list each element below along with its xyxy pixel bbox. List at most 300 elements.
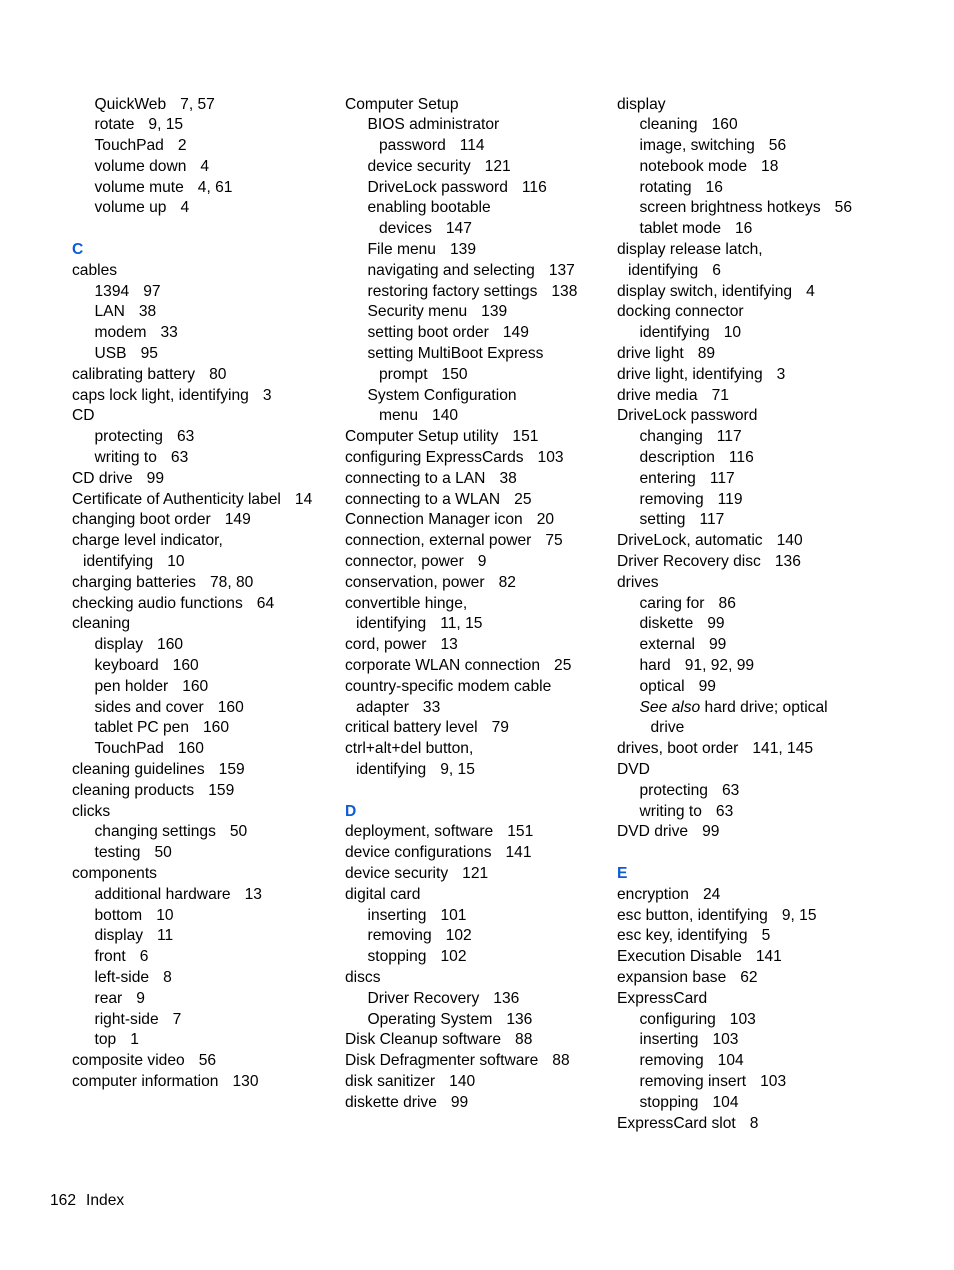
index-term: Driver Recovery disc [617,553,761,571]
page-reference[interactable]: 5 [761,927,771,945]
page-reference[interactable]: 4 [200,157,210,175]
page-reference[interactable]: 9, 15 [440,761,475,778]
index-term: inserting [367,906,427,924]
index-term: enabling bootable [367,199,491,217]
index-term: calibrating battery [72,365,196,383]
index-term: tablet mode [639,220,721,238]
index-term: testing [94,844,141,862]
page-reference[interactable]: 13 [244,885,262,903]
index-term: cleaning products [72,781,195,799]
index-entry [72,510,342,531]
page-reference[interactable]: 4 [806,282,815,300]
index-term: display [617,95,666,113]
index-term: drive light [617,345,684,363]
page-reference[interactable]: 139 [449,241,476,259]
page-reference[interactable]: 139 [481,303,508,321]
page-reference[interactable]: 151 [507,823,534,841]
index-term: drive media [617,386,698,404]
index-term: QuickWeb [94,95,167,113]
page-reference[interactable]: 63 [176,428,195,446]
index-term: USB [94,345,127,363]
index-entry [72,344,342,365]
index-entry [617,510,917,531]
page-reference[interactable]: 9 [477,553,487,571]
index-entry [617,677,917,698]
index-entry [72,781,342,802]
index-term: writing to [94,449,157,467]
page-reference[interactable]: 103 [712,1031,739,1049]
page-reference[interactable]: 56 [198,1052,217,1070]
index-term: navigating and selecting [367,261,535,279]
page-reference[interactable]: 136 [774,553,801,571]
index-term: optical [639,677,685,695]
page-reference[interactable]: 160 [172,657,199,675]
page-reference[interactable]: 141, 145 [752,740,814,758]
index-term: connector, power [345,553,464,571]
index-entry [617,136,917,157]
index-entry [345,635,615,656]
page-reference[interactable]: 86 [718,594,736,612]
index-term: pen holder [94,677,169,695]
index-term: writing to [639,802,702,820]
index-entry [72,573,342,594]
page-reference[interactable]: 63 [715,802,734,820]
index-entry [617,1030,917,1051]
index-entry [72,406,342,427]
index-entry [345,1030,615,1051]
page-reference[interactable]: 149 [502,324,529,342]
page-reference[interactable]: 63 [721,781,740,799]
index-term: image, switching [639,137,755,155]
page-reference[interactable]: 80 [209,365,227,383]
page-reference[interactable]: 20 [536,511,555,529]
index-term: top [94,1031,117,1049]
page-reference[interactable]: 136 [493,989,520,1007]
index-term: deployment, software [345,823,494,841]
page-reference[interactable]: 11, 15 [440,615,483,633]
page-reference[interactable]: 99 [698,677,716,695]
index-entry [617,261,917,282]
page-reference[interactable]: 138 [551,282,578,300]
index-term: ctrl+alt+del button, [345,740,474,758]
page-reference[interactable]: 82 [498,573,516,591]
index-term: Execution Disable [617,948,742,966]
page-reference[interactable]: 38 [499,469,517,487]
index-term: device security [345,864,449,882]
page-reference[interactable]: 4, 61 [197,178,233,196]
page-reference[interactable]: 3 [262,386,272,404]
page-reference[interactable]: 114 [459,137,485,155]
page-reference[interactable]: 9, 15 [781,906,817,924]
index-entry [617,573,917,594]
index-entry [345,531,615,552]
page-reference[interactable]: 89 [697,345,716,363]
index-term: CD [72,407,95,425]
page-reference[interactable]: 38 [138,303,157,321]
index-term: corporate WLAN connection [345,657,541,675]
index-entry [345,739,615,760]
page-reference[interactable]: 147 [445,220,472,238]
index-entry [345,406,615,427]
index-term: Computer Setup utility [345,428,499,446]
index-entry [345,906,615,927]
index-term: connecting to a WLAN [345,490,501,508]
index-term: country-specific modem cable [345,677,552,695]
page-reference[interactable]: 117 [699,511,725,529]
index-term: encryption [617,885,689,903]
page-reference[interactable]: 1 [130,1031,139,1049]
index-entry [345,323,615,344]
index-entry [72,178,342,199]
page-reference[interactable]: 9 [136,989,145,1007]
page-reference[interactable]: 121 [462,864,489,882]
section-spacer [345,781,615,802]
page-reference[interactable]: 151 [512,428,539,446]
page-reference[interactable]: 149 [224,511,251,529]
page-reference[interactable]: 8 [163,968,172,986]
page-reference[interactable]: 101 [440,906,467,924]
index-term: System Configuration [367,386,517,404]
page-reference[interactable]: 56 [834,199,853,217]
page-reference[interactable]: 136 [506,1010,533,1028]
index-entry [345,386,615,407]
page-reference[interactable]: 7, 57 [180,95,215,113]
page-reference[interactable]: 25 [554,657,572,675]
index-entry [617,115,917,136]
index-entry [72,1072,342,1093]
index-term: keyboard [94,657,159,675]
index-term: identifying [356,615,427,633]
page-reference[interactable]: 50 [154,844,172,862]
page-reference[interactable]: 159 [208,781,235,799]
index-entry [72,760,342,781]
index-term: connecting to a LAN [345,469,486,487]
page-reference[interactable]: 102 [440,948,467,966]
page-reference[interactable]: 141 [755,948,782,966]
index-entry [72,718,342,739]
page-reference[interactable]: 75 [545,532,563,550]
index-term: ExpressCard [617,989,708,1007]
index-term: connection, external power [345,532,532,550]
index-term: removing [367,927,432,945]
index-term: charge level indicator, [72,532,223,550]
index-term: modem [94,324,147,342]
index-term: changing settings [94,823,216,841]
index-entry [617,968,917,989]
index-entry [617,386,917,407]
page-reference[interactable]: 160 [177,740,204,758]
index-term: Disk Cleanup software [345,1031,502,1049]
page-reference[interactable]: 88 [552,1052,570,1070]
index-term: additional hardware [94,885,231,903]
index-term: DriveLock password [617,407,758,425]
page-reference[interactable]: 140 [432,407,459,425]
page-reference[interactable]: 99 [708,636,727,654]
index-entry [617,344,917,365]
page-reference[interactable]: 91, 92, 99 [684,657,755,675]
page-reference[interactable]: 99 [146,469,165,487]
index-term: setting boot order [367,324,489,342]
index-entry [345,947,615,968]
page-reference[interactable]: 33 [422,698,441,716]
page-reference[interactable]: 11 [157,927,174,945]
page-reference[interactable]: 130 [232,1072,259,1090]
index-column-2 [345,95,615,1114]
index-entry [617,323,917,344]
page-reference[interactable]: 103 [729,1010,756,1028]
index-term: Disk Defragmenter software [345,1052,539,1070]
index-term: DVD drive [617,823,689,841]
index-term: TouchPad [94,740,164,758]
index-entry [72,490,342,511]
page-reference[interactable]: 88 [515,1031,533,1049]
index-entry [345,261,615,282]
index-term: description [639,449,715,467]
index-entry [617,906,917,927]
index-term: Driver Recovery [367,989,480,1007]
page-reference[interactable]: 140 [449,1072,476,1090]
page-reference[interactable]: 10 [167,553,185,571]
index-entry [345,885,615,906]
index-entry [617,698,917,719]
page-reference[interactable]: 7 [172,1010,182,1028]
index-letter-heading: C [72,241,84,259]
index-term: DriveLock password [367,178,508,196]
index-entry [617,885,917,906]
index-entry [617,157,917,178]
index-entry [617,1010,917,1031]
index-entry [345,1051,615,1072]
index-entry [617,656,917,677]
page-reference[interactable]: 141 [505,844,532,862]
page-reference[interactable]: 117 [709,469,735,487]
page-reference[interactable]: 160 [182,677,209,695]
page-reference[interactable]: 78, 80 [209,573,254,591]
index-entry [72,448,342,469]
index-term: Connection Manager icon [345,511,523,529]
index-term: 1394 [94,282,130,300]
index-entry [617,635,917,656]
index-entry [72,843,342,864]
index-term: sides and cover [94,698,204,716]
page-reference[interactable]: 6 [712,261,721,279]
page-reference[interactable]: 140 [776,532,803,550]
page-reference[interactable]: 121 [484,157,511,175]
index-term: Security menu [367,303,468,321]
index-term: notebook mode [639,157,748,175]
index-term: protecting [639,781,708,799]
index-entry [345,282,615,303]
index-term: diskette [639,615,694,633]
page-reference[interactable]: 16 [735,220,753,238]
page-reference[interactable]: 9, 15 [148,116,184,134]
page-reference[interactable]: 102 [445,927,472,945]
index-term: docking connector [617,303,744,321]
page-reference[interactable]: 150 [441,365,468,383]
index-term: expansion base [617,968,727,986]
page-reference[interactable]: 117 [716,428,742,446]
index-entry [72,594,342,615]
index-term: prompt [379,365,428,383]
page-reference[interactable]: 160 [711,116,738,134]
page-reference[interactable]: 104 [712,1093,739,1111]
index-term: removing [639,1052,704,1070]
page-reference[interactable]: 6 [139,948,149,966]
index-entry [617,614,917,635]
see-also-label: See also [639,698,701,716]
index-term: hard [639,657,671,675]
page-reference[interactable]: 99 [450,1093,469,1111]
index-term: cleaning [72,615,131,633]
page-reference[interactable]: 50 [229,823,248,841]
page-reference[interactable]: 116 [521,178,547,196]
index-term: device security [367,157,471,175]
index-entry [617,1093,917,1114]
index-term: menu [379,407,419,425]
index-term: configuring ExpressCards [345,449,524,467]
index-term: entering [639,469,696,487]
page-reference[interactable]: 119 [717,490,743,508]
page-reference[interactable]: 25 [514,490,532,508]
page-reference[interactable]: 99 [702,823,720,841]
index-entry [72,302,342,323]
index-entry [345,1010,615,1031]
page-reference[interactable]: 64 [256,594,275,612]
index-term: DriveLock, automatic [617,532,763,550]
index-term: cord, power [345,636,427,654]
index-entry [72,386,342,407]
index-term: computer information [72,1072,219,1090]
page-reference[interactable]: 63 [170,449,189,467]
page-reference[interactable]: 103 [537,449,564,467]
page-reference[interactable]: 10 [156,906,174,924]
index-entry [345,656,615,677]
page-reference[interactable]: 116 [728,449,754,467]
page-number: 162 [50,1192,77,1209]
page-reference[interactable]: 8 [749,1114,759,1132]
index-entry [345,614,615,635]
page-reference[interactable]: 160 [203,719,230,737]
page-reference[interactable]: 104 [717,1052,744,1070]
index-term: cables [72,261,118,279]
index-term: display release latch, [617,241,763,259]
index-term: Certificate of Authenticity label [72,490,281,508]
page-reference[interactable]: 3 [776,365,786,383]
index-term: Computer Setup [345,95,459,113]
page-reference[interactable]: 95 [140,345,158,363]
index-term: right-side [94,1010,159,1028]
index-entry [345,594,615,615]
index-term: display [94,636,144,654]
index-term: identifying [639,324,710,342]
index-entry [617,781,917,802]
page-reference[interactable]: 159 [218,761,245,778]
page-reference[interactable]: 33 [160,324,178,342]
page-reference[interactable]: 24 [702,885,721,903]
index-term: CD drive [72,469,133,487]
page-reference[interactable]: 137 [548,261,575,279]
index-term: restoring factory settings [367,282,538,300]
index-entry [617,365,917,386]
index-entry [72,157,342,178]
index-term: devices [379,220,432,238]
page-reference[interactable]: 18 [761,157,779,175]
index-entry [72,531,342,552]
index-entry [72,677,342,698]
index-term: adapter [356,698,409,716]
index-term: drive [650,719,685,737]
page-reference[interactable]: 16 [705,178,723,196]
page-reference[interactable]: 13 [440,636,458,654]
page-reference[interactable]: 103 [760,1072,787,1090]
index-entry [345,926,615,947]
index-entry [345,136,615,157]
index-entry [345,677,615,698]
index-term: cleaning [639,116,698,134]
index-term: checking audio functions [72,594,243,612]
index-entry [345,573,615,594]
index-term: components [72,864,157,882]
page-reference[interactable]: 10 [723,324,742,342]
index-entry [72,656,342,677]
index-entry [345,178,615,199]
index-term: identifying [83,553,154,571]
page-reference[interactable]: 62 [740,968,758,986]
index-entry [617,282,917,303]
page-footer [50,1191,124,1211]
index-entry [345,115,615,136]
index-entry [617,552,917,573]
index-term: esc button, identifying [617,906,768,924]
page-reference[interactable]: 71 [711,386,729,404]
index-entry [345,427,615,448]
page-reference[interactable]: 14 [294,490,313,508]
index-entry [72,947,342,968]
index-entry [72,926,342,947]
index-term: caps lock light, identifying [72,386,249,404]
index-letter-heading: E [617,864,628,882]
index-term: clicks [72,802,111,820]
footer-section-title: Index [86,1192,125,1209]
index-term: diskette drive [345,1093,437,1111]
index-entry [617,718,917,739]
page-reference[interactable]: 4 [180,199,190,217]
index-entry [72,822,342,843]
index-term: volume up [94,199,167,217]
index-entry [72,885,342,906]
index-term: volume mute [94,178,184,196]
page-reference[interactable]: 79 [491,719,509,737]
page-reference[interactable]: 56 [768,137,787,155]
index-entry [617,1051,917,1072]
page-reference[interactable]: 99 [707,615,725,633]
index-term: volume down [94,157,187,175]
index-entry [72,115,342,136]
page-reference[interactable]: 97 [143,282,161,300]
index-term: File menu [367,241,436,259]
page-reference[interactable]: 2 [177,137,187,155]
index-term: critical battery level [345,719,478,737]
section-spacer [72,219,342,240]
index-entry [72,1051,342,1072]
index-entry [72,989,342,1010]
page-reference[interactable]: 160 [217,698,244,716]
index-entry [617,178,917,199]
index-term: display switch, identifying [617,282,793,300]
page-reference[interactable]: 160 [157,636,184,654]
index-entry [345,864,615,885]
index-term: identifying [628,261,699,279]
